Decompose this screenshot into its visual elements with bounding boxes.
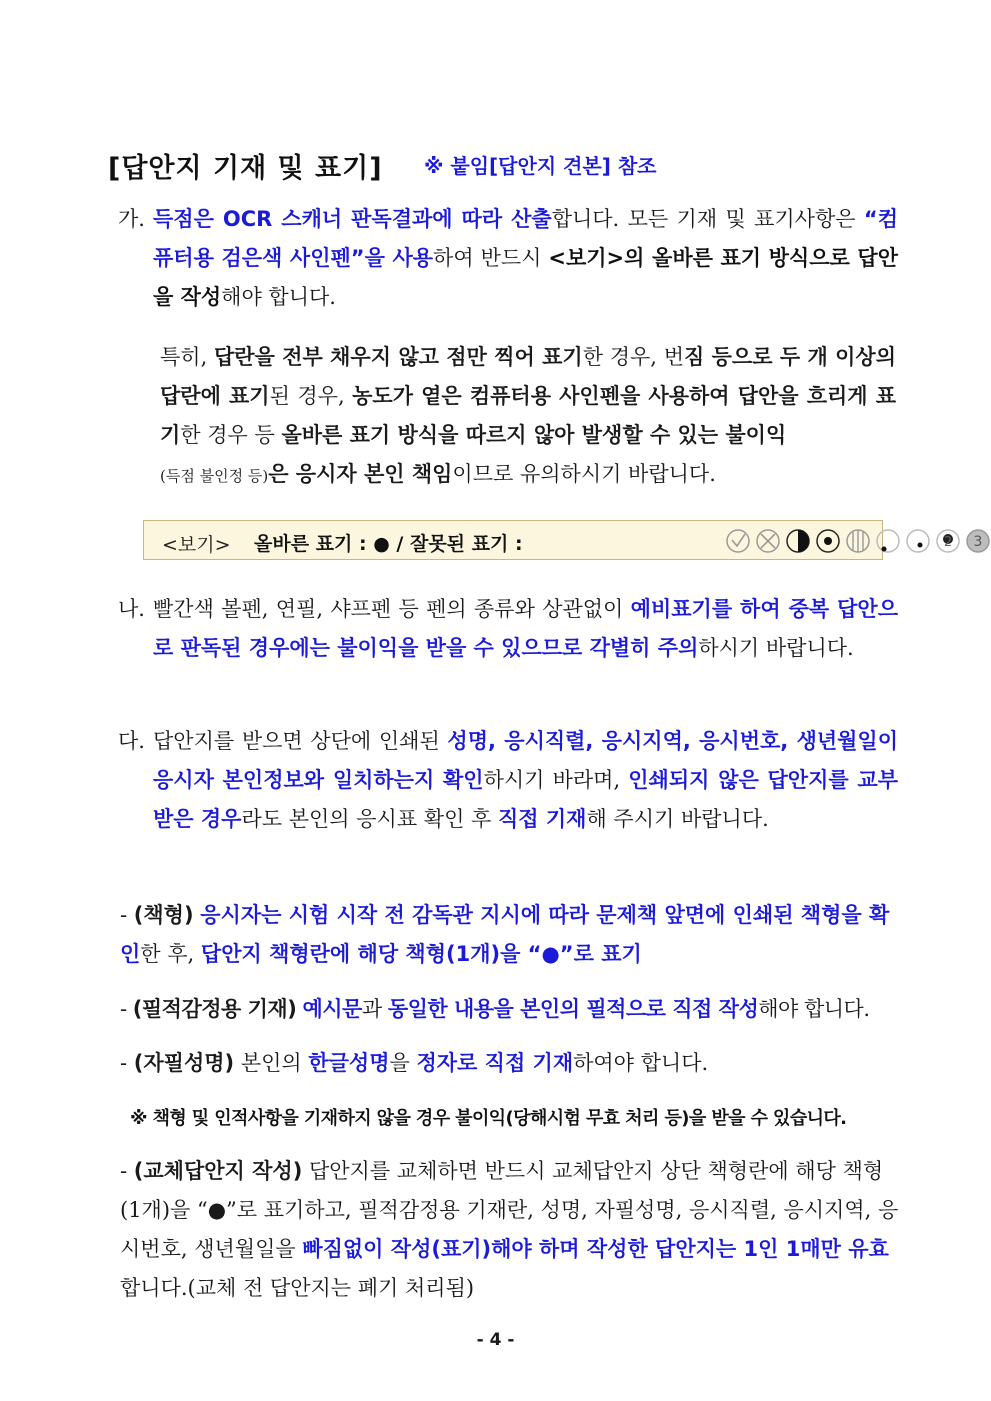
plain-text: 한 경우 등 (180, 423, 282, 447)
plain-text: 하여 반드시 (433, 246, 549, 270)
plain-text: 하시기 바랍니다. (698, 636, 854, 660)
signature-item (120, 1044, 900, 1083)
plain-text: 하여야 합니다. (573, 1051, 709, 1075)
plain-text: 한 후, (140, 942, 201, 966)
plain-text: 답안지를 받으면 상단에 인쇄된 (153, 729, 448, 753)
item-label: (필적감정용 기재) (132, 997, 297, 1021)
dash-marker: - (120, 1159, 134, 1183)
item-label: (책형) (133, 903, 194, 927)
plain-text: 본인의 (240, 1051, 309, 1075)
dash-marker: - (120, 1051, 134, 1075)
plain-text: 과 (361, 997, 388, 1021)
plain-text: 하시기 바라며, (483, 768, 629, 792)
emphasis-text: 성명, 응시직렬, 응시지역, 응시번호, 생년월일이 응시자 본인정보와 일치하는지 확인 (153, 729, 899, 792)
plain-text: 라도 본인의 응시표 확인 후 (241, 807, 498, 831)
item-ga-detail (160, 338, 896, 496)
emphasis-text: 동일한 내용을 본인의 필적으로 직접 작성 (387, 997, 759, 1021)
plain-text: 답안지를 교체하면 반드시 교체답안지 상단 책형란에 해당 책형(1개)을 “●”로 표기하고, 필적감정용 기재란, 성명, 자필성명, 응시직렬, 응시지역, 응시번호, 생년월일을 (120, 1159, 899, 1261)
bold-text: 답란을 전부 채우지 않고 점만 찍어 표기 (213, 345, 583, 369)
section-heading: [답안지 기재 및 표기] (108, 153, 383, 184)
plain-text: 을 (389, 1051, 417, 1075)
dash-marker: - (120, 903, 134, 927)
bold-text: 짐 등으로 두 개 이상의 답란에 표기 (160, 345, 896, 408)
plain-text: 합니다. 모든 기재 및 표기사항은 (551, 207, 864, 231)
example-label: <보기> (162, 534, 231, 556)
small-text: (득점 불인정 등) (160, 467, 269, 485)
handwriting-item (120, 990, 900, 1029)
item-na-text (153, 590, 898, 668)
svg-text:3: 3 (973, 534, 983, 550)
attachment-reference-note: ※ 붙임[답안지 견본] 참조 (424, 154, 657, 178)
emphasis-text: 정자로 직접 기재 (416, 1051, 574, 1075)
bold-text: 농도가 옅은 컴퓨터용 사인펜을 사용하여 답안을 흐리게 표기 (160, 384, 896, 447)
emphasis-text: 응시자는 시험 시작 전 감독관 지시에 따라 문제책 앞면에 인쇄된 책형을 확인 (120, 903, 890, 966)
plain-text: 해야 합니다. (221, 285, 336, 309)
plain-text: 한 경우, 번 (582, 345, 684, 369)
correct-marking-text: 올바른 표기 : ● / 잘못된 표기 : (254, 533, 523, 555)
incorrect-marks-icon (724, 527, 991, 555)
booklet-type-item (120, 896, 900, 974)
item-ga (118, 200, 898, 317)
item-marker: 다. (118, 729, 145, 753)
replacement-sheet-item (120, 1152, 900, 1308)
marking-example-box (143, 520, 983, 560)
emphasis-text: 예시문 (302, 997, 362, 1021)
emphasis-text: 인쇄되지 않은 답안지를 교부받은 경우 (153, 768, 898, 831)
bold-text: 올바른 표기 방식을 따르지 않아 발생할 수 있는 불이익 (281, 423, 787, 447)
emphasis-text: 직접 기재 (498, 807, 587, 831)
plain-text: 이므로 유의하시기 바랍니다. (452, 462, 716, 486)
item-label: (교체답안지 작성) (133, 1159, 303, 1183)
item-da (118, 722, 898, 839)
emphasis-text: 한글성명 (308, 1051, 390, 1075)
plain-text: 된 경우, (269, 384, 353, 408)
item-ga-text (153, 200, 898, 317)
item-marker: 가. (118, 207, 145, 231)
emphasis-text: 답안지 책형란에 해당 책형(1개)을 “●”로 표기 (200, 942, 642, 966)
item-na (118, 590, 898, 668)
plain-text: 빨간색 볼펜, 연필, 샤프펜 등 펜의 종류와 상관없이 (153, 597, 631, 621)
item-marker: 나. (118, 597, 145, 621)
bold-text: <보기>의 올바른 표기 방식으로 답안을 작성 (153, 246, 898, 309)
page-number: - 4 - (476, 1330, 515, 1350)
plain-text: 합니다.(교체 전 답안지는 폐기 처리됨) (120, 1276, 475, 1300)
emphasis-text: 득점은 OCR 스캐너 판독결과에 따라 산출 (153, 207, 552, 231)
dash-marker: - (120, 997, 133, 1021)
bold-text: 은 응시자 본인 책임 (268, 462, 453, 486)
item-label: (자필성명) (133, 1051, 235, 1075)
item-da-text (153, 722, 898, 839)
svg-text:2: 2 (943, 535, 953, 550)
plain-text: 특히, (160, 345, 214, 369)
emphasis-text: 예비표기를 하여 중복 답안으로 판독된 경우에는 불이익을 받을 수 있으므로 각별히 주의 (153, 597, 898, 660)
plain-text: 해 주시기 바랍니다. (586, 807, 769, 831)
plain-text: 해야 합니다. (758, 997, 870, 1021)
emphasis-text: 빠짐없이 작성(표기)해야 하며 작성한 답안지는 1인 1매만 유효 (302, 1237, 889, 1261)
penalty-notice: ※ 책형 및 인적사항을 기재하지 않을 경우 불이익(당해시험 무효 처리 등)을 받을 수 있습니다. (130, 1108, 847, 1129)
emphasis-text: “컴퓨터용 검은색 사인펜”을 사용 (153, 207, 898, 270)
